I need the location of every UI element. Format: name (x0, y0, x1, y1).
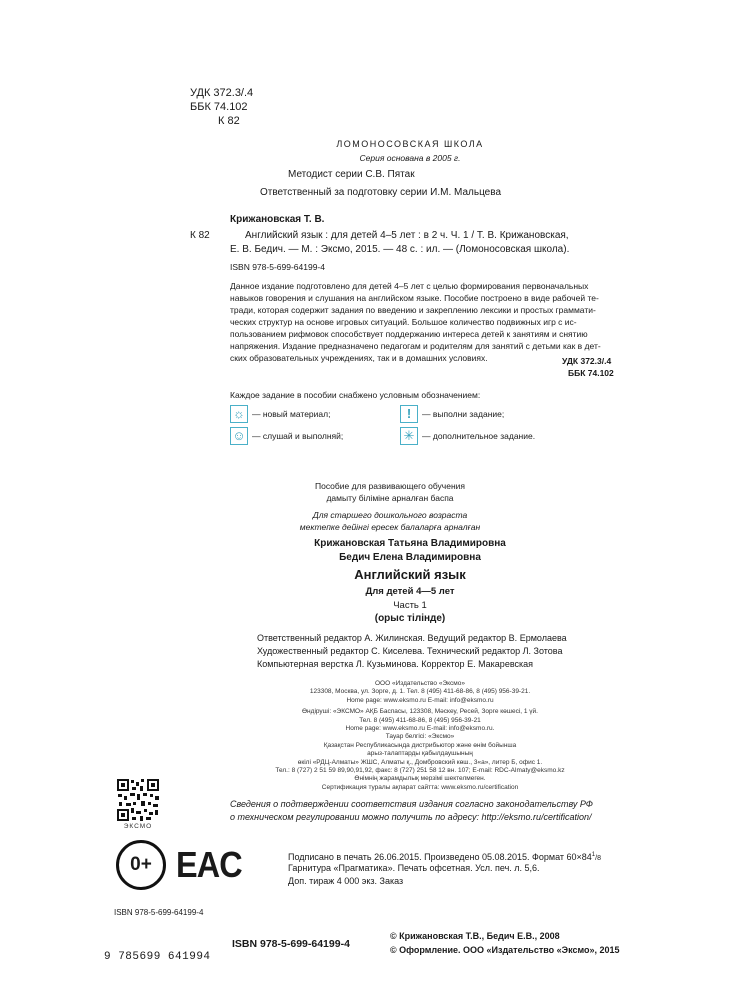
publisher-line: ООО «Издательство «Эксмо» (374, 680, 466, 687)
qr-caption: ЭКСМО (123, 823, 153, 830)
bib-line-1: Английский язык : для детей 4–5 лет : в 2 ч. Ч. 1 / Т. В. Крижановская, (245, 230, 569, 241)
age-ru: Для старшего дошкольного возраста (312, 510, 468, 520)
eac-mark: EAC (176, 844, 242, 885)
exclamation-icon: ! (400, 405, 418, 423)
abstract-line: пользованием рифмовок способствует поддержанию интереса детей к занятиям и снятию (230, 329, 588, 339)
series-name: ЛОМОНОСОВСКАЯ ШКОЛА (336, 139, 484, 149)
barcode-isbn: ISBN 978-5-699-64199-4 (114, 908, 204, 917)
publisher-line: Өндіруші: «ЭКСМО» АҚБ Баспасы, 123308, Мәскеу, Ресей, Зорге көшесі, 1 үй. (302, 708, 538, 716)
publisher-line: Тел.: 8 (727) 2 51 59 89,90,91,92, факс: 8 (727) 251 58 12 вн. 107; E-mail: RDC-Almaty@eksmo.kz (275, 767, 565, 775)
publisher-line: өкілі «РДЦ-Алматы» ЖШС, Алматы қ., Домбровский көш., 3«а», литер Б, офис 1. (297, 758, 543, 766)
abstract (230, 280, 630, 364)
series-methodist: Методист серии С.В. Пятак (288, 169, 415, 180)
certification-line-2: о техническом регулировании можно получить по адресу: http://eksmo.ru/certification/ (230, 812, 592, 822)
format-sub: /8 (595, 855, 601, 862)
publisher-line: арыз-талаптарды қабылдаушының (367, 750, 473, 758)
barcode (118, 918, 214, 952)
staff-line: Компьютерная верстка Л. Кузьминова. Корректор Е. Макаревская (257, 659, 534, 669)
series-responsible: Ответственный за подготовку серии И.М. Мальцева (260, 187, 502, 198)
legend-label-listen: — слушай и выполняй; (252, 431, 344, 441)
bib-code: К 82 (190, 230, 210, 241)
book-title: Английский язык (354, 567, 466, 582)
bib-line-2: Е. В. Бедич. — М. : Эксмо, 2015. — 48 с. : ил. — (Ломоносовская школа). (230, 244, 570, 255)
format-sup: 1 (591, 852, 596, 858)
book-part: Часть 1 (393, 600, 427, 611)
star-icon: ✳ (400, 427, 418, 445)
publisher-line: Қазақстан Республикасында дистрибьютор және өнім бойынша (323, 741, 517, 749)
purpose-kz: дамыту біліміне арналған баспа (326, 493, 454, 503)
publisher-line: 123308, Москва, ул. Зорге, д. 1. Тел. 8 (495) 411-68-86, 8 (495) 956-39-21. (309, 688, 531, 696)
bbk-code: ББК 74.102 (190, 101, 248, 113)
print-line-2: Гарнитура «Прагматика». Печать офсетная. Усл. печ. л. 5,6. (288, 863, 540, 873)
legend-intro: Каждое задание в пособии снабжено условным обозначением: (230, 390, 481, 400)
publisher-line: Home page: www.eksmo.ru E-mail: info@eksmo.ru (346, 696, 494, 704)
book-language: (орыс тілінде) (374, 613, 446, 624)
abstract-line: Данное издание подготовлено для детей 4–5 лет с целью формирования первоначальных (230, 281, 589, 291)
staff-line: Ответственный редактор А. Жилинская. Ведущий редактор В. Ермолаева (257, 633, 567, 643)
bib-author: Крижановская Т. В. (230, 214, 325, 225)
staff-line: Художественный редактор С. Киселева. Технический редактор Л. Зотова (257, 646, 563, 656)
isbn-main: ISBN 978-5-699-64199-4 (232, 938, 350, 950)
print-line-3: Доп. тираж 4 000 экз. Заказ (288, 876, 404, 886)
publisher-line: Тауар белгісі: «Эксмо» (385, 733, 455, 741)
publisher-info (255, 680, 585, 792)
legend-label-extra: — дополнительное задание. (422, 431, 536, 441)
publisher-line: Home page: www.eksmo.ru E-mail: info@eksmo.ru. (345, 725, 495, 733)
abstract-line: ческих структур на основе игровых ситуаций. Большое количество подвижных игр с ис- (230, 317, 577, 327)
legend-label-new: — новый материал; (252, 409, 331, 419)
abstract-line: ских образовательных учреждениях, так и в домашних условиях. (230, 353, 488, 363)
listen-icon: ☺ (230, 427, 248, 445)
imprint-author-1: Крижановская Татьяна Владимировна (314, 538, 506, 549)
publisher-line: Өнімнің жарамдылық мерзімі шектелмеген. (354, 775, 486, 783)
imprint-author-2: Бедич Елена Владимировна (339, 552, 481, 563)
udk-code: УДК 372.3/.4 (190, 87, 254, 99)
purpose-ru: Пособие для развивающего обучения (314, 481, 466, 491)
age-rating-badge: 0+ (116, 840, 166, 890)
age-kz: мектепке дейінгі ересек балаларға арналған (299, 522, 481, 532)
abstract-line: тради, которая содержит задания по введению и закреплению лексики и простых граммати- (230, 305, 596, 315)
qr-code (116, 778, 160, 822)
abstract-udk: УДК 372.3/.4 (562, 356, 612, 366)
publisher-line: Сертификация туралы ақпарат сайтта: www.eksmo.ru/certification (321, 783, 519, 791)
certification-line-1: Сведения о подтверждении соответствия издания согласно законодательству РФ (230, 799, 593, 809)
abstract-bbk: ББК 74.102 (568, 368, 614, 378)
copyright-design: © Оформление. ООО «Издательство «Эксмо», 2015 (390, 945, 620, 955)
abstract-line: навыков говорения и слушания на английском языке. Пособие построено в виде рабочей те- (230, 293, 599, 303)
book-subtitle: Для детей 4—5 лет (365, 586, 455, 597)
sun-icon: ☼ (230, 405, 248, 423)
series-founded: Серия основана в 2005 г. (359, 153, 461, 163)
legend-label-do: — выполни задание; (422, 409, 505, 419)
publisher-line: Тел. 8 (495) 411-68-86, 8 (495) 956-39-21 (359, 716, 481, 724)
copyright-authors: © Крижановская Т.В., Бедич Е.В., 2008 (390, 931, 560, 941)
bib-isbn: ISBN 978-5-699-64199-4 (230, 262, 325, 272)
print-text: Подписано в печать 26.06.2015. Произведено 05.08.2015. Формат 60×84 (288, 852, 592, 862)
barcode-digits: 9 785699 641994 (104, 951, 211, 963)
author-sign: К 82 (218, 115, 240, 127)
abstract-line: напряжения. Издание предназначено педагогам и родителям для занятий с детьми как в дет- (230, 341, 601, 351)
